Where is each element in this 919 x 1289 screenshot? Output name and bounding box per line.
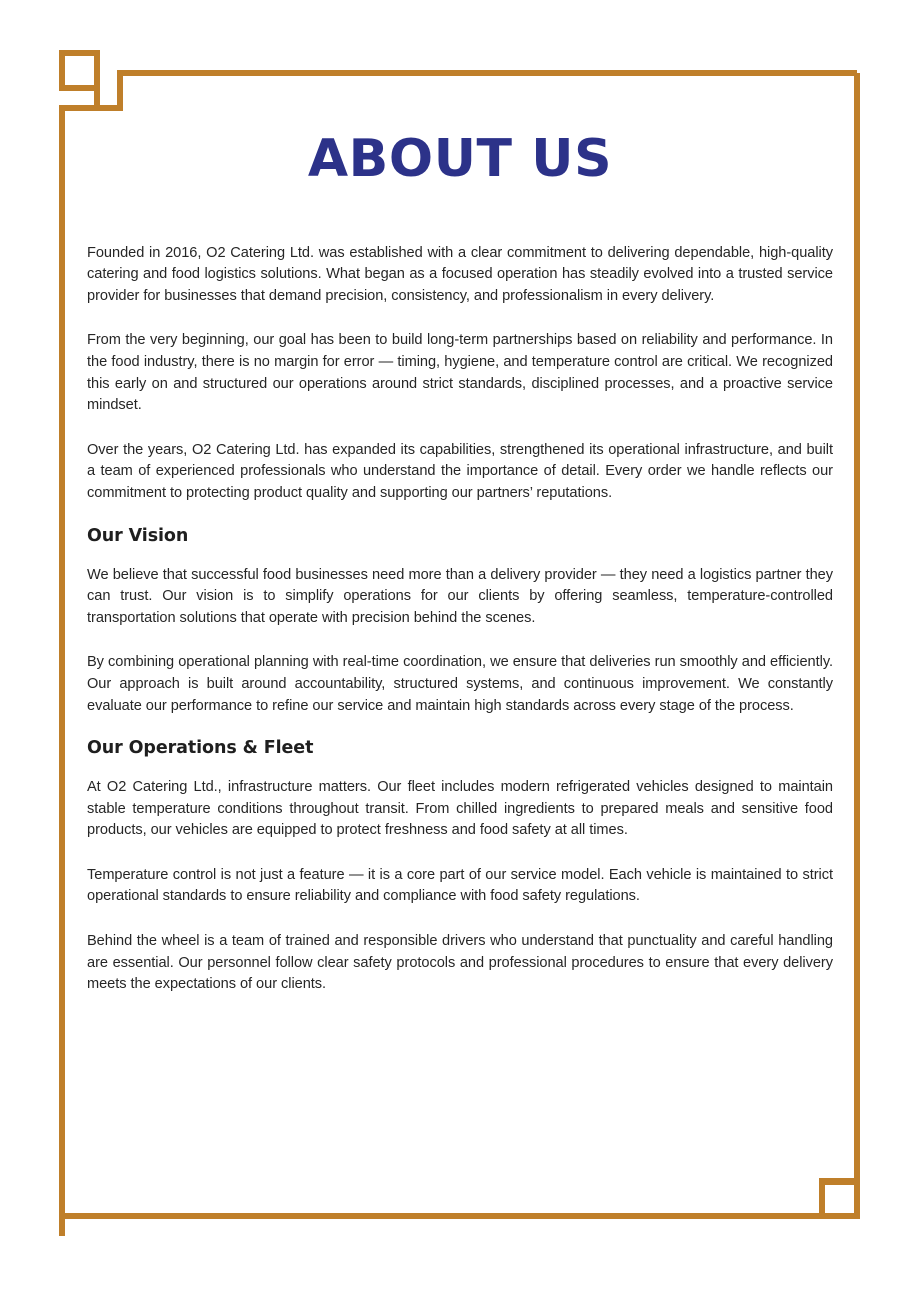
intro-section [87,243,833,505]
document-content [87,129,833,996]
paragraph: Temperature control is not just a feature — it is a core part of our service model. Each vehicle is maintained to strict operational standards to ensure reliability and compliance with food safety regulations. [87,866,833,905]
paragraph: At O2 Catering Ltd., infrastructure matters. Our fleet includes modern refrigerated vehicles designed to maintain stable temperature conditions throughout transit. From chilled ingredients to prepared meals and sensitive food products, our vehicles are equipped to protect freshness and food safety at all times. [87,779,833,839]
paragraph: Founded in 2016, O2 Catering Ltd. was established with a clear commitment to delivering dependable, high-quality catering and food logistics solutions. What began as a focused operation has steadily evolved into a trusted service provider for businesses that demand precision, consistency, and professionalism in every delivery. [87,244,833,304]
paragraph: From the very beginning, our goal has been to build long-term partnerships based on reliability and performance. In the food industry, there is no margin for error — timing, hygiene, and temperature control are critical. We recognized this early on and structured our operations around strict standards, disciplined processes, and a proactive service mindset. [87,332,833,414]
paragraph: Behind the wheel is a team of trained and responsible drivers who understand that punctuality and careful handling are essential. Our personnel follow clear safety protocols and professional procedures to ensure that every delivery meets the expectations of our clients. [87,933,833,993]
corner-square-bottom-right [822,1181,857,1216]
corner-square-top-left [62,53,97,88]
section-heading-our-vision: Our Vision [87,525,189,546]
section-heading-our-operations-fleet: Our Operations & Fleet [87,738,314,759]
paragraph: By combining operational planning with real-time coordination, we ensure that deliveries run smoothly and efficiently. Our approach is built around accountability, structured systems, and continuous improvement. We constantly evaluate our performance to refine our service and maintain high standards across every stage of the process. [87,654,833,714]
page-title: ABOUT US [307,129,613,189]
paragraph: We believe that successful food businesses need more than a delivery provider — they need a logistics partner they can trust. Our vision is to simplify operations for our clients by offering seamless, temperature-controlled transportation solutions that operate with precision behind the scenes. [87,566,833,626]
section-our-operations-fleet [87,737,833,996]
frame-top-edge [97,73,857,108]
section-our-vision [87,525,833,718]
paragraph: Over the years, O2 Catering Ltd. has expanded its capabilities, strengthened its operational infrastructure, and built a team of experienced professionals who understand the importance of detail. Every order we handle reflects our commitment to protecting product quality and supporting our partners’ reputations. [87,441,833,501]
frame-bottom-edge [62,1182,857,1216]
